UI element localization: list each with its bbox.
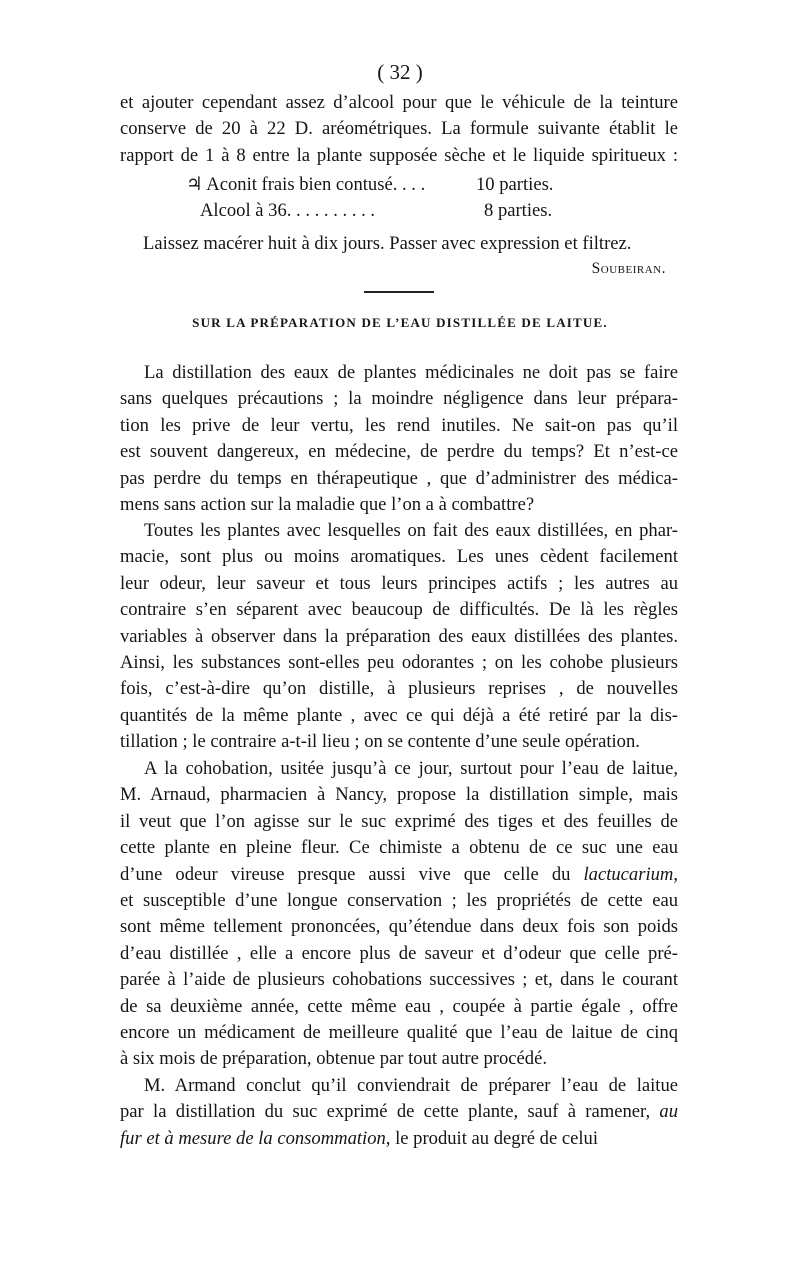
page-number: ( 32 ) <box>377 60 423 84</box>
text-line: d’eau distillée , elle a encore plus de saveur et d’odeur que celle pré- <box>120 942 678 964</box>
recipe-quantity: 10 parties. <box>476 174 554 195</box>
paragraph-2 <box>120 518 678 756</box>
text-line <box>120 1099 678 1125</box>
text-line: encore un médicament de meilleure qualité que l’eau de laitue de cinq <box>120 1022 678 1044</box>
top-paragraph <box>120 90 678 169</box>
text-segment: , le produit au degré de celui <box>385 1127 598 1149</box>
text-line: leur odeur, leur saveur et tous leurs principes actifs ; les autres au <box>120 572 678 594</box>
text-line: Toutes les plantes avec lesquelles on fait des eaux distillées, en phar- <box>144 520 678 541</box>
italic-phrase: au <box>659 1101 678 1123</box>
text-line: est souvent dangereux, en médecine, de perdre du temps? Et n’est-ce <box>120 441 678 463</box>
italic-term: lactucarium <box>583 863 674 885</box>
text-line: variables à observer dans la préparation des eaux distillées des plantes. <box>120 625 678 647</box>
text-line: tion les prive de leur vertu, les rend inutiles. Ne sait-on pas qu’il <box>120 414 678 436</box>
text-line: et susceptible d’une longue conservation ; les propriétés de cette eau <box>120 890 678 912</box>
text-line: M. Armand conclut qu’il conviendrait de préparer l’eau de laitue <box>144 1075 678 1096</box>
text-line: conserve de 20 à 22 D. aréométriques. La formule suivante établit le <box>120 118 678 140</box>
text-segment: par la distillation du suc exprimé de cette plante, sauf à ramener, <box>120 1101 651 1123</box>
paragraph-1 <box>120 360 678 518</box>
recipe-row <box>186 198 553 224</box>
text-line: tillation ; le contraire a-t-il lieu ; on se contente d’une seule opération. <box>120 731 640 753</box>
text-line: parée à l’aide de plusieurs cohobations successives ; et, dans le courant <box>120 969 678 991</box>
paragraph-4 <box>120 1073 678 1152</box>
text-line: Ainsi, les substances sont-elles peu odorantes ; on les cohobe plusieurs <box>120 652 678 674</box>
text-line <box>120 1126 678 1152</box>
text-segment: , <box>673 863 678 885</box>
author-signature: Soubeiran. <box>591 260 666 277</box>
recipe-list <box>186 172 553 224</box>
recipe-row <box>186 172 553 198</box>
recipe-quantity: 8 parties. <box>484 200 553 221</box>
text-line <box>120 862 678 888</box>
text-line: contraire s’en séparent avec beaucoup de difficultés. De là les règles <box>120 599 678 621</box>
recipe-ingredient: Alcool à 36. . . . . . . . . . <box>200 200 376 221</box>
text-line: sans quelques précautions ; la moindre négligence dans leur prépara- <box>120 388 678 410</box>
text-line: quantités de la même plante , avec ce qui déjà a été retiré par la dis- <box>120 704 678 726</box>
text-line: à six mois de préparation, obtenue par tout autre procédé. <box>120 1048 547 1070</box>
section-divider <box>364 291 434 293</box>
text-segment: d’une odeur vireuse presque aussi vive que celle du <box>120 863 571 885</box>
text-line: A la cohobation, usitée jusqu’à ce jour, surtout pour l’eau de laitue, <box>144 758 678 779</box>
text-line: cette plante en pleine fleur. Ce chimiste a obtenu de ce suc une eau <box>120 837 678 859</box>
text-line: de sa deuxième année, cette même eau , coupée à partie égale , offre <box>120 995 678 1017</box>
text-line: pas perdre du temps en thérapeutique , que d’administrer des médica- <box>120 467 678 489</box>
text-line: sont même tellement prononcées, qu’étendue dans deux fois son poids <box>120 916 678 938</box>
recipe-ingredient: ♃ Aconit frais bien contusé. . . . <box>186 174 426 195</box>
text-line: mens sans action sur la maladie que l’on a à combattre? <box>120 494 535 516</box>
text-line: fois, c’est-à-dire qu’on distille, à plusieurs reprises , de nouvelles <box>120 678 678 700</box>
text-line: macie, sont plus ou moins aromatiques. Les unes cèdent facilement <box>120 546 678 568</box>
paragraph-3 <box>120 756 678 1073</box>
text-line: il veut que l’on agisse sur le suc exprimé des tiges et des feuilles de <box>120 810 678 832</box>
text-line: La distillation des eaux de plantes médicinales ne doit pas se faire <box>144 362 678 383</box>
text-line: M. Arnaud, pharmacien à Nancy, propose la distillation simple, mais <box>120 784 678 806</box>
text-line: et ajouter cependant assez d’alcool pour que le véhicule de la teinture <box>120 92 678 113</box>
section-heading: SUR LA PRÉPARATION DE L’EAU DISTILLÉE DE LAITUE. <box>192 315 608 330</box>
italic-phrase: fur et à mesure de la consommation <box>120 1127 386 1149</box>
instruction-line: Laissez macérer huit à dix jours. Passer avec expression et filtrez. <box>143 233 632 254</box>
text-line: rapport de 1 à 8 entre la plante supposée sèche et le liquide spiritueux : <box>120 144 678 166</box>
